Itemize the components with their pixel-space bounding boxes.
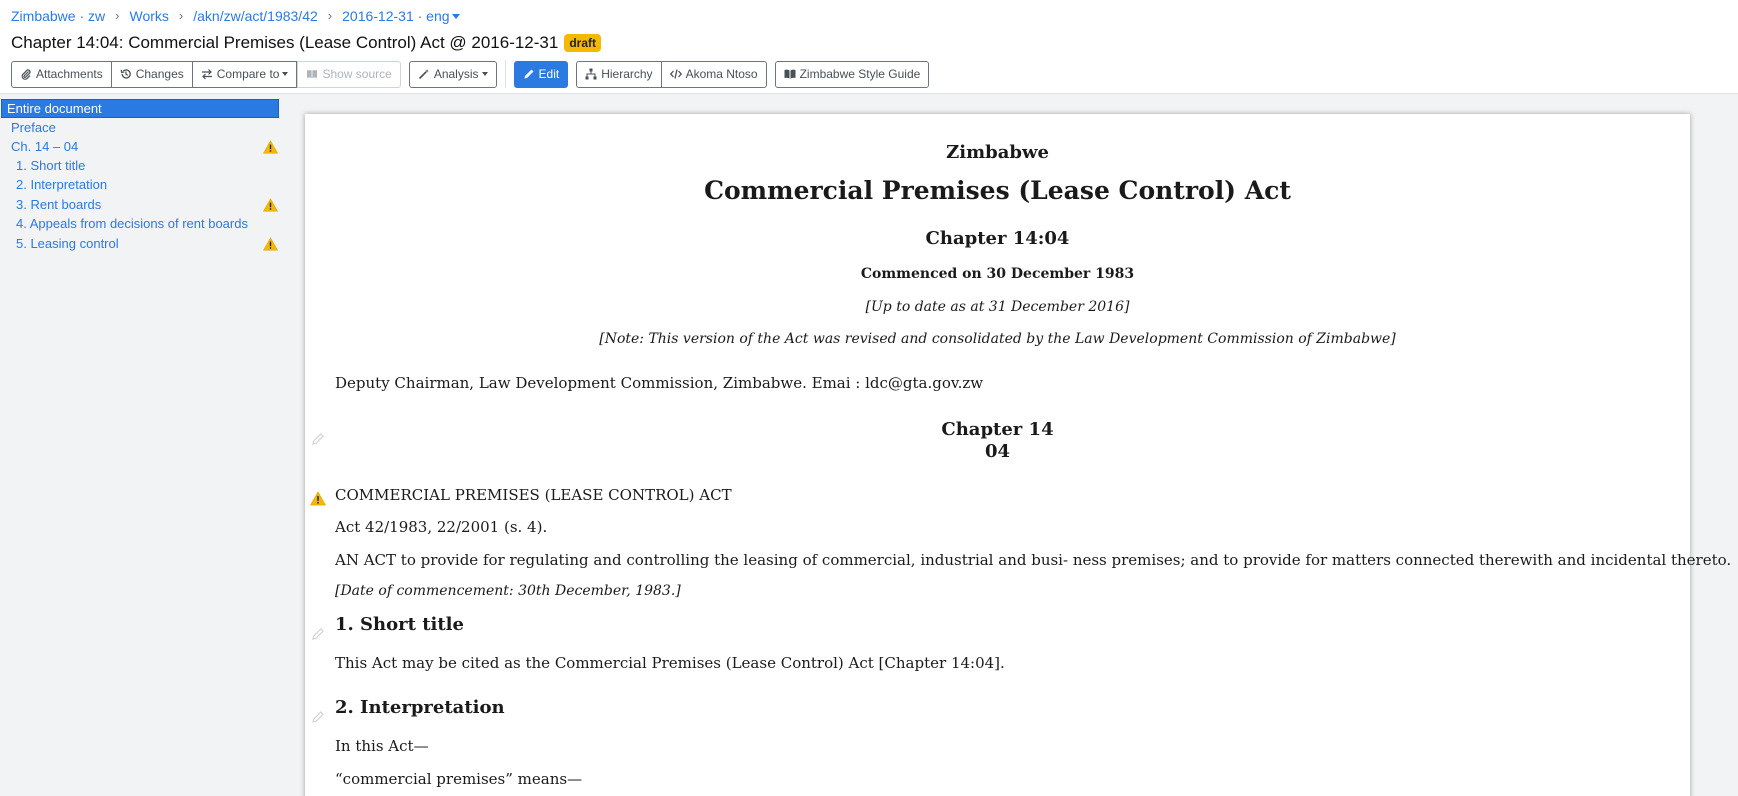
toc-sidebar: [0, 94, 296, 796]
exchange-icon: [201, 68, 213, 80]
toolbar-group-analysis: [409, 61, 497, 88]
style-guide-label: Zimbabwe Style Guide: [799, 67, 921, 81]
document-chapter-heading-line1: Chapter 14: [941, 419, 1054, 440]
hierarchy-label: Hierarchy: [601, 67, 653, 81]
toc-item-section-5[interactable]: [0, 234, 280, 253]
toc-item-preface[interactable]: [0, 118, 280, 137]
show-source-button[interactable]: [297, 61, 400, 88]
analysis-dropdown[interactable]: [409, 61, 497, 88]
toc-item-label: 3. Rent boards: [16, 197, 102, 212]
breadcrumb-country[interactable]: Zimbabwe · zw: [11, 8, 106, 24]
edit-label: Edit: [538, 67, 560, 81]
toc-item-section-4[interactable]: [0, 214, 280, 233]
status-badge: draft: [564, 34, 601, 52]
toc-item-label: 1. Short title: [16, 158, 86, 173]
attachments-label: Attachments: [36, 67, 103, 81]
akoma-ntoso-button[interactable]: [662, 61, 767, 88]
warning-icon: [310, 491, 326, 506]
document-chapter-heading-line2: 04: [984, 441, 1011, 462]
document-chapter: Chapter 14:04: [925, 228, 1070, 249]
book-icon: [306, 68, 318, 80]
warning-icon: [263, 198, 278, 212]
analysis-label: Analysis: [433, 67, 479, 81]
section-1-body: This Act may be cited as the Commercial Premises (Lease Control) Act [Chapter 14:04].: [335, 654, 1005, 672]
document-note: [Note: This version of the Act was revised and consolidated by the Law Development Commission of Zimbabwe]: [599, 331, 1396, 347]
chevron-down-icon: [482, 72, 488, 76]
toolbar-group-edit: [514, 61, 569, 88]
compare-to-dropdown[interactable]: [193, 61, 298, 88]
breadcrumb-expression-label: 2016-12-31 · eng: [342, 8, 450, 24]
title-row: [11, 32, 601, 54]
document-country: Zimbabwe: [946, 142, 1049, 163]
chevron-down-icon: [452, 14, 460, 19]
document-act-numbers: Act 42/1983, 22/2001 (s. 4).: [335, 518, 548, 536]
page-title: Chapter 14:04: Commercial Premises (Lease Control) Act @ 2016-12-31: [11, 33, 559, 52]
toc-item-section-2[interactable]: [0, 175, 280, 194]
toc-item-label: Entire document: [7, 101, 102, 116]
document-deputy-line: Deputy Chairman, Law Development Commission, Zimbabwe. Emai : ldc@gta.gov.zw: [335, 374, 984, 392]
pencil-icon[interactable]: [311, 710, 325, 724]
sitemap-icon: [585, 68, 597, 80]
breadcrumb-works[interactable]: Works: [129, 8, 169, 24]
document-area: [296, 94, 1738, 796]
document-commenced: Commenced on 30 December 1983: [860, 266, 1135, 282]
code-icon: [670, 68, 682, 80]
document-date-of-commencement: [Date of commencement: 30th December, 1983.]: [335, 583, 681, 599]
toolbar-group-main: [11, 61, 401, 88]
breadcrumb-expression-dropdown[interactable]: [342, 7, 459, 25]
document-preamble: AN ACT to provide for regulating and controlling the leasing of commercial, industrial and busi- ness premises; and to provide for matters connected therewith and incidental thereto.: [335, 551, 1732, 569]
section-2-intro: In this Act—: [335, 737, 429, 755]
toc-item-label: 2. Interpretation: [16, 177, 108, 192]
show-source-label: Show source: [322, 67, 392, 81]
toc-item-label: 4. Appeals from decisions of rent boards: [16, 216, 248, 231]
document-act-title: Commercial Premises (Lease Control) Act: [704, 176, 1291, 205]
changes-label: Changes: [135, 67, 184, 81]
toolbar-divider: [505, 60, 506, 88]
section-1-heading: 1. Short title: [335, 614, 464, 635]
toolbar-group-views: [576, 61, 766, 88]
section-2-definition: “commercial premises” means—: [335, 770, 583, 788]
breadcrumb-separator: ›: [115, 8, 120, 23]
hierarchy-button[interactable]: [576, 61, 661, 88]
edit-button[interactable]: [514, 61, 569, 88]
pencil-icon: [523, 68, 535, 80]
toc-item-section-1[interactable]: [0, 156, 280, 175]
warning-icon: [263, 140, 278, 154]
style-guide-button[interactable]: [775, 61, 930, 88]
toc-item-entire-document[interactable]: [1, 99, 279, 118]
toolbar: [11, 60, 937, 88]
toc-item-label: Preface: [11, 120, 56, 135]
document-up-to-date: [Up to date as at 31 December 2016]: [865, 299, 1130, 315]
breadcrumb-separator: ›: [178, 8, 184, 23]
toolbar-group-guide: [775, 61, 930, 88]
toc-item-chapter[interactable]: [0, 137, 280, 156]
document-page: [305, 114, 1732, 796]
toc-item-label: 5. Leasing control: [16, 236, 119, 251]
magic-wand-icon: [418, 68, 430, 80]
compare-to-label: Compare to: [216, 67, 280, 81]
changes-button[interactable]: [112, 61, 193, 88]
chevron-down-icon: [282, 72, 288, 76]
history-icon: [120, 68, 132, 80]
section-2-heading: 2. Interpretation: [335, 697, 505, 718]
page-header: [0, 0, 1738, 94]
warning-icon: [263, 237, 278, 251]
pencil-icon[interactable]: [311, 627, 325, 641]
document-chapter-heading: [305, 419, 1690, 463]
breadcrumb-work-frbr[interactable]: /akn/zw/act/1983/42: [193, 8, 318, 24]
breadcrumb: [11, 7, 460, 25]
book-open-icon: [784, 68, 796, 80]
toc-item-section-3[interactable]: [0, 195, 280, 214]
toc-item-label: Ch. 14 – 04: [11, 139, 79, 154]
akoma-ntoso-label: Akoma Ntoso: [685, 67, 758, 81]
breadcrumb-separator: ›: [327, 8, 333, 23]
paperclip-icon: [20, 68, 32, 80]
attachments-button[interactable]: [11, 61, 112, 88]
document-caps-title: COMMERCIAL PREMISES (LEASE CONTROL) ACT: [335, 486, 732, 504]
